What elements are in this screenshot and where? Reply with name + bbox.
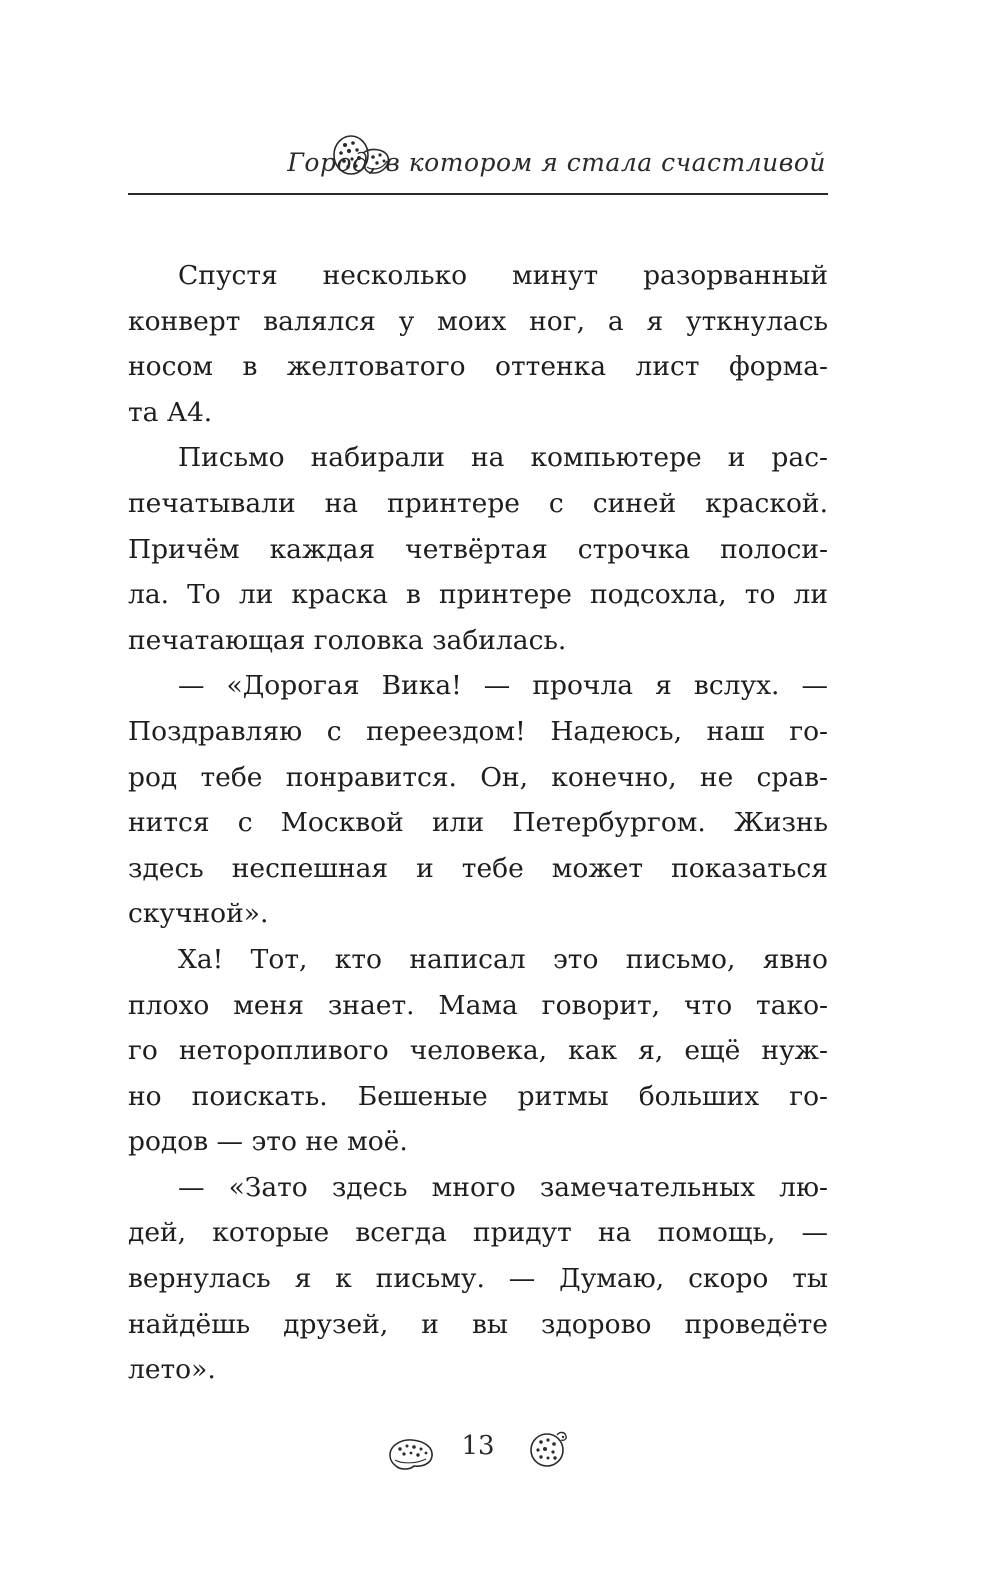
text-line: ла. То ли краска в принтере подсохла, то ли xyxy=(128,579,828,611)
text-line: носом в желтоватого оттенка лист форма- xyxy=(128,351,828,383)
text-line: — «Зато здесь много замечательных лю- xyxy=(178,1171,828,1203)
text-line: печатающая головка забилась. xyxy=(128,624,567,656)
text-line: дей, которые всегда придут на помощь, — xyxy=(128,1217,828,1249)
text-line: го неторопливого человека, как я, ещё нуж- xyxy=(128,1035,828,1067)
body-text xyxy=(128,253,828,1393)
text-line: найдёшь друзей, и вы здорово проведёте xyxy=(128,1308,828,1340)
cookie-icon xyxy=(386,1433,436,1473)
text-line: родов — это не моё. xyxy=(128,1126,408,1158)
text-line: Причём каждая четвёртая строчка полоси- xyxy=(128,533,828,565)
text-line: здесь неспешная и тебе может показаться xyxy=(128,852,828,884)
page-footer xyxy=(0,1425,1000,1485)
text-line: конверт валялся у моих ног, а я уткнулась xyxy=(128,305,828,337)
text-line: Ха! Тот, кто написал это письмо, явно xyxy=(178,943,828,975)
text-line: лето». xyxy=(128,1354,216,1386)
cookie-icon xyxy=(527,1427,571,1469)
page-number: 13 xyxy=(461,1431,495,1461)
header-rule xyxy=(128,193,828,195)
text-line: но поискать. Бешеные ритмы больших го- xyxy=(128,1080,828,1112)
text-line: скучной». xyxy=(128,898,269,930)
text-line: та А4. xyxy=(128,396,213,428)
text-line: печатывали на принтере с синей краской. xyxy=(128,487,828,519)
text-line: Поздравляю с переездом! Надеюсь, наш го- xyxy=(128,715,828,747)
text-line: род тебе понравится. Он, конечно, не срав- xyxy=(128,761,828,793)
text-line: вернулась я к письму. — Думаю, скоро ты xyxy=(128,1263,828,1295)
text-line: плохо меня знает. Мама говорит, что тако- xyxy=(128,989,828,1021)
text-line: нится с Москвой или Петербургом. Жизнь xyxy=(128,807,828,839)
text-line: Письмо набирали на компьютере и рас- xyxy=(178,442,828,474)
text-line: — «Дорогая Вика! — прочла я вслух. — xyxy=(178,670,828,702)
running-head xyxy=(128,128,828,188)
text-line: Спустя несколько минут разорванный xyxy=(178,260,828,291)
running-title: Город, в котором я стала счастливой xyxy=(287,148,826,177)
